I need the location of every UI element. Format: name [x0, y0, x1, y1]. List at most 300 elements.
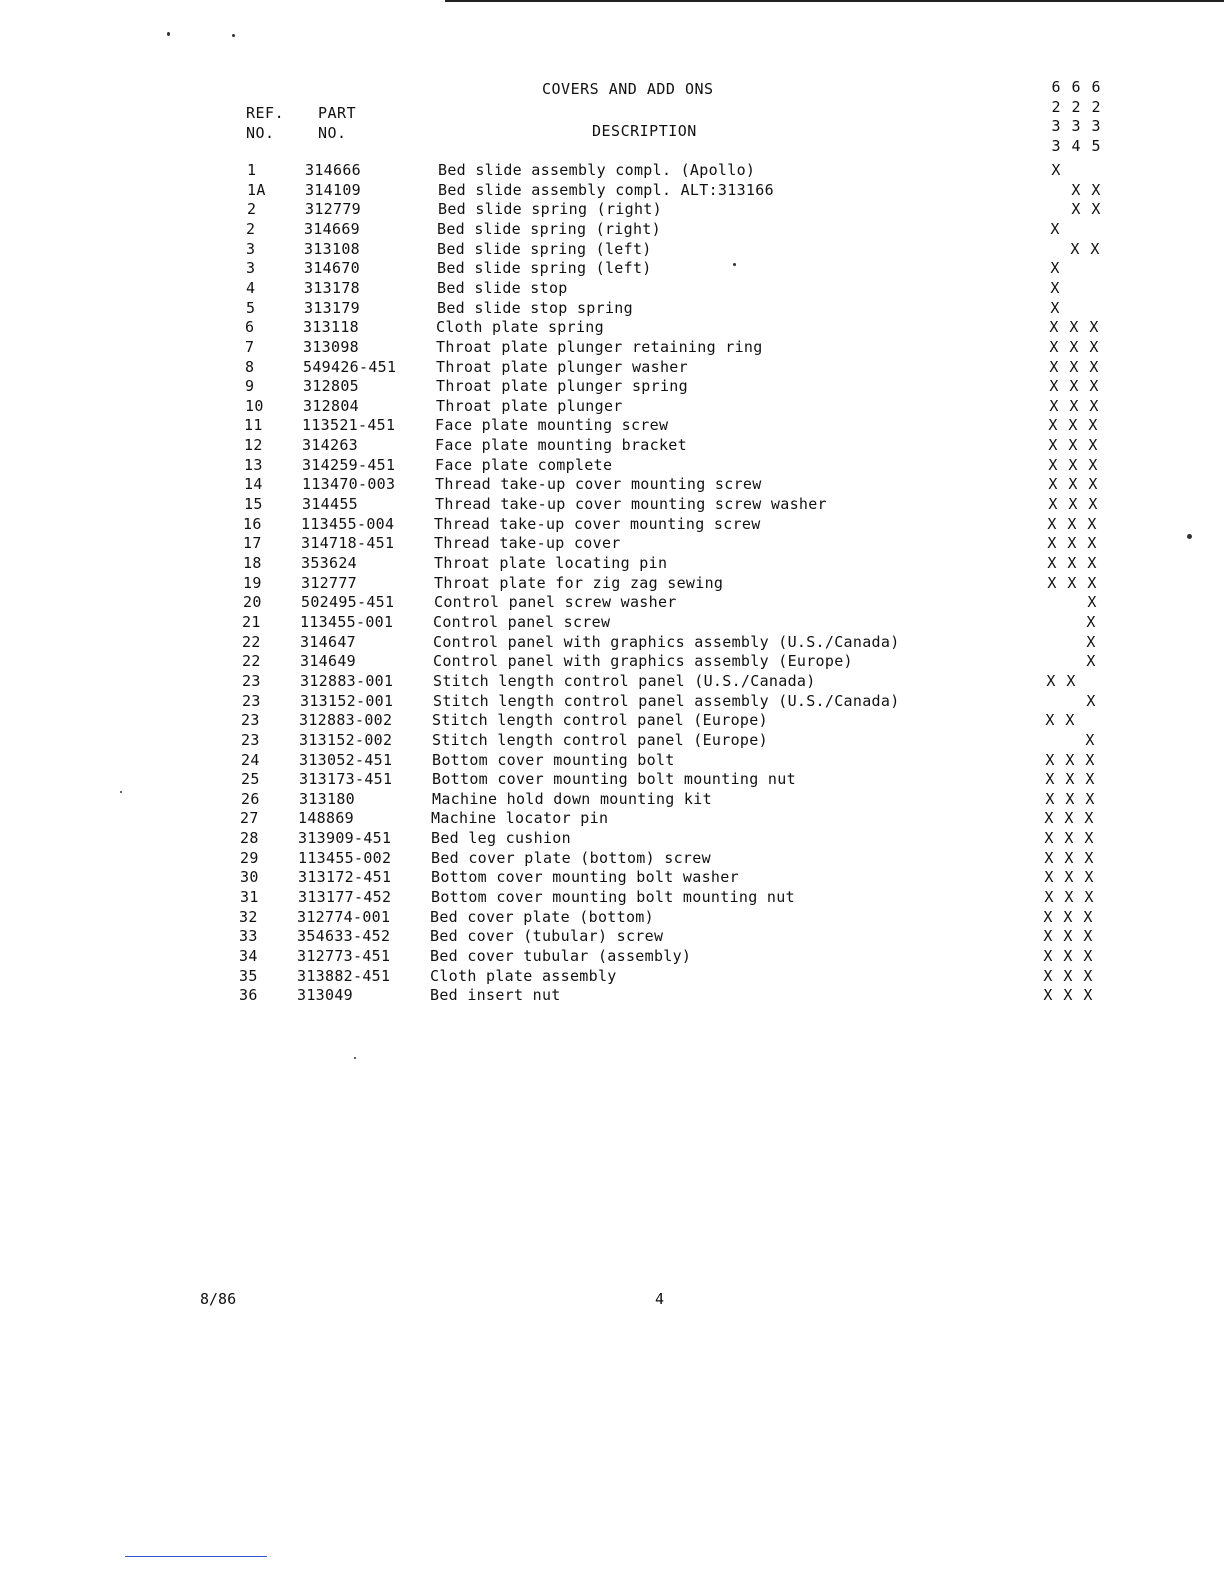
part-description: Machine locator pin: [431, 809, 609, 827]
description-header: DESCRIPTION: [592, 122, 697, 140]
table-row: [242, 652, 1122, 672]
model-applicability-mark: X: [1047, 515, 1057, 533]
model-applicability-mark: X: [1068, 456, 1078, 474]
model-applicability-mark: X: [1049, 377, 1059, 395]
table-row: [246, 259, 1126, 279]
ref-number: 23: [241, 711, 260, 729]
part-description: Bed slide spring (left): [437, 240, 652, 258]
model-applicability-mark: X: [1045, 770, 1055, 788]
part-description: Throat plate plunger spring: [436, 377, 688, 395]
ref-number: 25: [241, 770, 260, 788]
ref-number: 20: [243, 593, 262, 611]
ref-header-line1: REF.: [246, 104, 285, 122]
part-number: 313049: [297, 986, 353, 1004]
model-applicability-mark: X: [1064, 829, 1074, 847]
model-applicability-mark: X: [1084, 888, 1094, 906]
table-row: [241, 751, 1121, 771]
part-description: Cloth plate assembly: [430, 967, 617, 985]
part-description: Control panel with graphics assembly (U.S./Canada): [433, 633, 900, 651]
ref-number: 1A: [247, 181, 266, 199]
model-applicability-mark: X: [1050, 299, 1060, 317]
model-digit: 6: [1071, 78, 1081, 96]
table-row: [241, 711, 1121, 731]
ref-number: 10: [245, 397, 264, 415]
ref-number: 29: [240, 849, 259, 867]
part-description: Bed leg cushion: [431, 829, 571, 847]
model-applicability-mark: X: [1063, 986, 1073, 1004]
model-applicability-mark: X: [1067, 515, 1077, 533]
part-number: 312779: [305, 200, 361, 218]
table-row: [245, 318, 1125, 338]
part-description: Control panel screw washer: [434, 593, 677, 611]
model-applicability-mark: X: [1065, 770, 1075, 788]
ref-number: 3: [246, 259, 256, 277]
part-number: 313098: [303, 338, 359, 356]
model-applicability-mark: X: [1064, 809, 1074, 827]
part-number: 312804: [303, 397, 359, 415]
model-applicability-mark: X: [1043, 908, 1053, 926]
model-applicability-mark: X: [1046, 672, 1056, 690]
model-applicability-mark: X: [1063, 947, 1073, 965]
model-digit: 5: [1091, 136, 1101, 155]
model-digit: 3: [1051, 136, 1061, 155]
table-row: [242, 692, 1122, 712]
part-description: Machine hold down mounting kit: [432, 790, 712, 808]
model-applicability-mark: X: [1044, 849, 1054, 867]
part-number: 314259-451: [302, 456, 396, 474]
model-applicability-mark: X: [1084, 868, 1094, 886]
part-description: Throat plate plunger: [436, 397, 623, 415]
part-number: 113455-002: [298, 849, 392, 867]
model-applicability-mark: X: [1063, 908, 1073, 926]
table-row: [246, 299, 1126, 319]
part-number: 313172-451: [298, 868, 392, 886]
ref-number: 18: [243, 554, 262, 572]
model-applicability-mark: X: [1049, 338, 1059, 356]
model-applicability-mark: X: [1069, 338, 1079, 356]
part-number: 313180: [299, 790, 355, 808]
model-applicability-mark: X: [1084, 829, 1094, 847]
ref-number: 6: [245, 318, 255, 336]
part-description: Bed slide stop: [437, 279, 568, 297]
scan-speck: [232, 34, 235, 37]
model-applicability-mark: X: [1066, 672, 1076, 690]
part-number: 312883-001: [300, 672, 394, 690]
scan-speck: [354, 1057, 356, 1059]
part-description: Face plate mounting bracket: [435, 436, 687, 454]
ref-number: 31: [240, 888, 259, 906]
ref-number: 2: [247, 200, 257, 218]
part-number: 312883-002: [299, 711, 393, 729]
model-digit: 4: [1071, 136, 1081, 155]
model-applicability-mark: X: [1068, 495, 1078, 513]
table-row: [239, 927, 1119, 947]
model-applicability-mark: X: [1084, 849, 1094, 867]
part-description: Stitch length control panel assembly (U.S./Canada): [433, 692, 900, 710]
model-applicability-mark: X: [1065, 711, 1075, 729]
part-description: Face plate mounting screw: [435, 416, 669, 434]
part-number: 313179: [304, 299, 360, 317]
model-applicability-mark: X: [1049, 397, 1059, 415]
model-applicability-mark: X: [1087, 574, 1097, 592]
part-description: Bottom cover mounting bolt washer: [431, 868, 739, 886]
model-applicability-mark: X: [1088, 475, 1098, 493]
part-description: Bed slide spring (left): [437, 259, 652, 277]
part-number: 313152-001: [300, 692, 394, 710]
model-applicability-mark: X: [1087, 593, 1097, 611]
model-applicability-mark: X: [1043, 967, 1053, 985]
part-description: Bottom cover mounting bolt: [432, 751, 675, 769]
model-applicability-mark: X: [1088, 416, 1098, 434]
ref-number: 33: [239, 927, 258, 945]
part-number: 312777: [301, 574, 357, 592]
model-applicability-mark: X: [1045, 790, 1055, 808]
part-description: Thread take-up cover mounting screw: [434, 515, 761, 533]
part-description: Bed slide assembly compl. ALT:313166: [438, 181, 774, 199]
page-title: COVERS AND ADD ONS: [542, 80, 714, 98]
part-description: Bed slide spring (right): [437, 220, 661, 238]
part-description: Throat plate plunger retaining ring: [436, 338, 763, 356]
ref-number: 12: [244, 436, 263, 454]
part-description: Bed slide spring (right): [438, 200, 662, 218]
scan-speck: [167, 32, 170, 36]
part-description: Bed cover plate (bottom) screw: [431, 849, 711, 867]
part-description: Bed slide assembly compl. (Apollo): [438, 161, 756, 179]
model-digit: 6: [1091, 78, 1101, 96]
part-description: Thread take-up cover: [434, 534, 621, 552]
part-number: 312773-451: [297, 947, 391, 965]
model-applicability-mark: X: [1044, 809, 1054, 827]
model-applicability-mark: X: [1086, 633, 1096, 651]
model-applicability-mark: X: [1050, 279, 1060, 297]
top-scan-rule: [445, 0, 1224, 2]
part-number: 313118: [303, 318, 359, 336]
part-number: 313909-451: [298, 829, 392, 847]
model-applicability-mark: X: [1047, 534, 1057, 552]
scan-speck: [1187, 534, 1192, 539]
model-applicability-mark: X: [1089, 338, 1099, 356]
model-applicability-mark: X: [1065, 751, 1075, 769]
model-applicability-mark: X: [1086, 613, 1096, 631]
model-applicability-mark: X: [1043, 986, 1053, 1004]
part-number: 313052-451: [299, 751, 393, 769]
model-applicability-mark: X: [1047, 574, 1057, 592]
ref-number: 5: [246, 299, 256, 317]
model-applicability-mark: X: [1063, 967, 1073, 985]
part-number: 312774-001: [297, 908, 391, 926]
part-description: Bed cover tubular (assembly): [430, 947, 692, 965]
part-description: Stitch length control panel (Europe): [432, 731, 768, 749]
model-applicability-mark: X: [1045, 751, 1055, 769]
table-row: [243, 515, 1123, 535]
part-description: Control panel with graphics assembly (Europe): [433, 652, 853, 670]
model-applicability-mark: X: [1067, 554, 1077, 572]
model-applicability-mark: X: [1083, 967, 1093, 985]
table-row: [239, 908, 1119, 928]
model-applicability-mark: X: [1044, 888, 1054, 906]
part-number: 354633-452: [297, 927, 391, 945]
ref-header-line2: NO.: [246, 124, 275, 142]
part-description: Bottom cover mounting bolt mounting nut: [431, 888, 795, 906]
ref-number: 23: [241, 731, 260, 749]
part-number: 314666: [305, 161, 361, 179]
model-applicability-mark: X: [1067, 574, 1077, 592]
model-applicability-mark: X: [1068, 475, 1078, 493]
model-applicability-mark: X: [1051, 161, 1061, 179]
model-applicability-mark: X: [1088, 495, 1098, 513]
model-applicability-mark: X: [1049, 358, 1059, 376]
ref-number: 16: [243, 515, 262, 533]
ref-number: 3: [246, 240, 256, 258]
model-column-header: [1089, 78, 1103, 156]
model-applicability-mark: X: [1048, 475, 1058, 493]
model-applicability-mark: X: [1049, 318, 1059, 336]
ref-number: 23: [242, 692, 261, 710]
model-column-header: [1049, 78, 1063, 156]
model-applicability-mark: X: [1069, 318, 1079, 336]
part-number: 148869: [298, 809, 354, 827]
table-row: [239, 967, 1119, 987]
model-applicability-mark: X: [1068, 436, 1078, 454]
ref-number: 4: [246, 279, 256, 297]
table-row: [240, 888, 1120, 908]
part-number: 113455-004: [301, 515, 395, 533]
part-description: Cloth plate spring: [436, 318, 604, 336]
part-description: Throat plate plunger washer: [436, 358, 688, 376]
bottom-scan-rule: [125, 1556, 267, 1557]
model-applicability-mark: X: [1091, 200, 1101, 218]
table-row: [240, 829, 1120, 849]
model-digit: 2: [1091, 97, 1101, 116]
ref-number: 8: [245, 358, 255, 376]
model-applicability-mark: X: [1083, 947, 1093, 965]
model-applicability-mark: X: [1087, 534, 1097, 552]
table-row: [240, 809, 1120, 829]
model-applicability-mark: X: [1085, 790, 1095, 808]
model-digit: 3: [1071, 117, 1081, 136]
ref-number: 30: [240, 868, 259, 886]
ref-number: 7: [245, 338, 255, 356]
model-applicability-mark: X: [1088, 456, 1098, 474]
model-applicability-mark: X: [1043, 947, 1053, 965]
model-applicability-mark: X: [1087, 554, 1097, 572]
ref-number: 24: [241, 751, 260, 769]
part-description: Control panel screw: [433, 613, 611, 631]
part-number: 314669: [304, 220, 360, 238]
table-row: [245, 377, 1125, 397]
ref-number: 22: [242, 633, 261, 651]
model-applicability-mark: X: [1044, 868, 1054, 886]
part-number: 313178: [304, 279, 360, 297]
model-applicability-mark: X: [1043, 927, 1053, 945]
model-applicability-mark: X: [1069, 377, 1079, 395]
model-applicability-mark: X: [1050, 220, 1060, 238]
table-row: [244, 495, 1124, 515]
model-digit: 2: [1051, 97, 1061, 116]
part-description: Bed insert nut: [430, 986, 561, 1004]
model-applicability-mark: X: [1071, 181, 1081, 199]
model-applicability-mark: X: [1090, 240, 1100, 258]
ref-number: 1: [247, 161, 257, 179]
ref-number: 23: [242, 672, 261, 690]
part-description: Thread take-up cover mounting screw: [435, 475, 762, 493]
ref-number: 13: [244, 456, 263, 474]
model-applicability-mark: X: [1047, 554, 1057, 572]
ref-number: 2: [246, 220, 256, 238]
part-number: 313173-451: [299, 770, 393, 788]
part-number: 313108: [304, 240, 360, 258]
part-number: 314109: [305, 181, 361, 199]
table-row: [245, 397, 1125, 417]
table-row: [242, 613, 1122, 633]
model-applicability-mark: X: [1085, 770, 1095, 788]
part-description: Face plate complete: [435, 456, 613, 474]
table-row: [243, 554, 1123, 574]
table-row: [242, 633, 1122, 653]
ref-number: 19: [243, 574, 262, 592]
part-description: Stitch length control panel (Europe): [432, 711, 768, 729]
model-digit: 3: [1051, 117, 1061, 136]
footer-date: 8/86: [200, 1290, 237, 1308]
part-number: 113521-451: [302, 416, 396, 434]
model-applicability-mark: X: [1065, 790, 1075, 808]
model-digit: 6: [1051, 78, 1061, 96]
ref-number: 11: [244, 416, 263, 434]
table-row: [245, 338, 1125, 358]
part-number: 313152-002: [299, 731, 393, 749]
table-row: [247, 181, 1127, 201]
model-applicability-mark: X: [1085, 731, 1095, 749]
model-applicability-mark: X: [1063, 927, 1073, 945]
part-number: 314647: [300, 633, 356, 651]
scan-speck: [733, 263, 736, 266]
table-row: [242, 672, 1122, 692]
part-description: Bed slide stop spring: [437, 299, 633, 317]
table-row: [239, 986, 1119, 1006]
part-description: Stitch length control panel (U.S./Canada): [433, 672, 816, 690]
page-number: 4: [655, 1290, 665, 1308]
table-row: [246, 220, 1126, 240]
model-applicability-mark: X: [1083, 927, 1093, 945]
table-row: [245, 358, 1125, 378]
model-applicability-mark: X: [1050, 259, 1060, 277]
model-applicability-mark: X: [1086, 692, 1096, 710]
model-column-header: [1069, 78, 1083, 156]
part-header-line1: PART: [318, 104, 357, 122]
table-row: [246, 279, 1126, 299]
model-applicability-mark: X: [1064, 849, 1074, 867]
model-applicability-mark: X: [1048, 416, 1058, 434]
part-number: 313882-451: [297, 967, 391, 985]
model-applicability-mark: X: [1048, 456, 1058, 474]
model-applicability-mark: X: [1088, 436, 1098, 454]
table-row: [240, 868, 1120, 888]
table-row: [244, 456, 1124, 476]
part-number: 113470-003: [302, 475, 396, 493]
ref-number: 14: [244, 475, 263, 493]
part-number: 502495-451: [301, 593, 395, 611]
model-applicability-mark: X: [1070, 240, 1080, 258]
scan-speck: [120, 791, 122, 793]
ref-number: 28: [240, 829, 259, 847]
ref-number: 34: [239, 947, 258, 965]
model-applicability-mark: X: [1089, 377, 1099, 395]
part-description: Bed cover (tubular) screw: [430, 927, 664, 945]
ref-number: 15: [244, 495, 263, 513]
table-row: [243, 593, 1123, 613]
model-applicability-mark: X: [1069, 397, 1079, 415]
table-row: [243, 574, 1123, 594]
table-row: [240, 849, 1120, 869]
model-applicability-mark: X: [1048, 495, 1058, 513]
model-digit: 2: [1071, 97, 1081, 116]
part-number: 314718-451: [301, 534, 395, 552]
model-applicability-mark: X: [1064, 888, 1074, 906]
part-description: Bottom cover mounting bolt mounting nut: [432, 770, 796, 788]
model-applicability-mark: X: [1069, 358, 1079, 376]
part-number: 113455-001: [300, 613, 394, 631]
model-applicability-mark: X: [1068, 416, 1078, 434]
ref-number: 17: [243, 534, 262, 552]
table-row: [246, 240, 1126, 260]
table-row: [244, 475, 1124, 495]
table-row: [247, 161, 1127, 181]
part-number: 549426-451: [303, 358, 397, 376]
model-applicability-mark: X: [1085, 751, 1095, 769]
part-number: 314649: [300, 652, 356, 670]
ref-number: 27: [240, 809, 259, 827]
table-row: [244, 436, 1124, 456]
model-applicability-mark: X: [1089, 397, 1099, 415]
model-applicability-mark: X: [1067, 534, 1077, 552]
ref-number: 9: [245, 377, 255, 395]
part-number: 353624: [301, 554, 357, 572]
table-row: [243, 534, 1123, 554]
table-row: [241, 790, 1121, 810]
table-row: [244, 416, 1124, 436]
part-description: Throat plate locating pin: [434, 554, 668, 572]
ref-number: 35: [239, 967, 258, 985]
model-applicability-mark: X: [1048, 436, 1058, 454]
part-header-line2: NO.: [318, 124, 347, 142]
ref-number: 22: [242, 652, 261, 670]
model-applicability-mark: X: [1083, 986, 1093, 1004]
table-row: [241, 731, 1121, 751]
model-applicability-mark: X: [1084, 809, 1094, 827]
part-number: 314263: [302, 436, 358, 454]
ref-number: 36: [239, 986, 258, 1004]
model-applicability-mark: X: [1045, 711, 1055, 729]
part-description: Throat plate for zig zag sewing: [434, 574, 724, 592]
model-applicability-mark: X: [1089, 318, 1099, 336]
model-applicability-mark: X: [1086, 652, 1096, 670]
model-digit: 3: [1091, 117, 1101, 136]
model-applicability-mark: X: [1071, 200, 1081, 218]
ref-number: 21: [242, 613, 261, 631]
part-number: 314455: [302, 495, 358, 513]
part-number: 312805: [303, 377, 359, 395]
ref-number: 32: [239, 908, 258, 926]
part-number: 314670: [304, 259, 360, 277]
model-applicability-mark: X: [1044, 829, 1054, 847]
table-row: [241, 770, 1121, 790]
ref-number: 26: [241, 790, 260, 808]
table-row: [239, 947, 1119, 967]
model-applicability-mark: X: [1089, 358, 1099, 376]
model-applicability-mark: X: [1064, 868, 1074, 886]
model-applicability-mark: X: [1087, 515, 1097, 533]
part-number: 313177-452: [298, 888, 392, 906]
